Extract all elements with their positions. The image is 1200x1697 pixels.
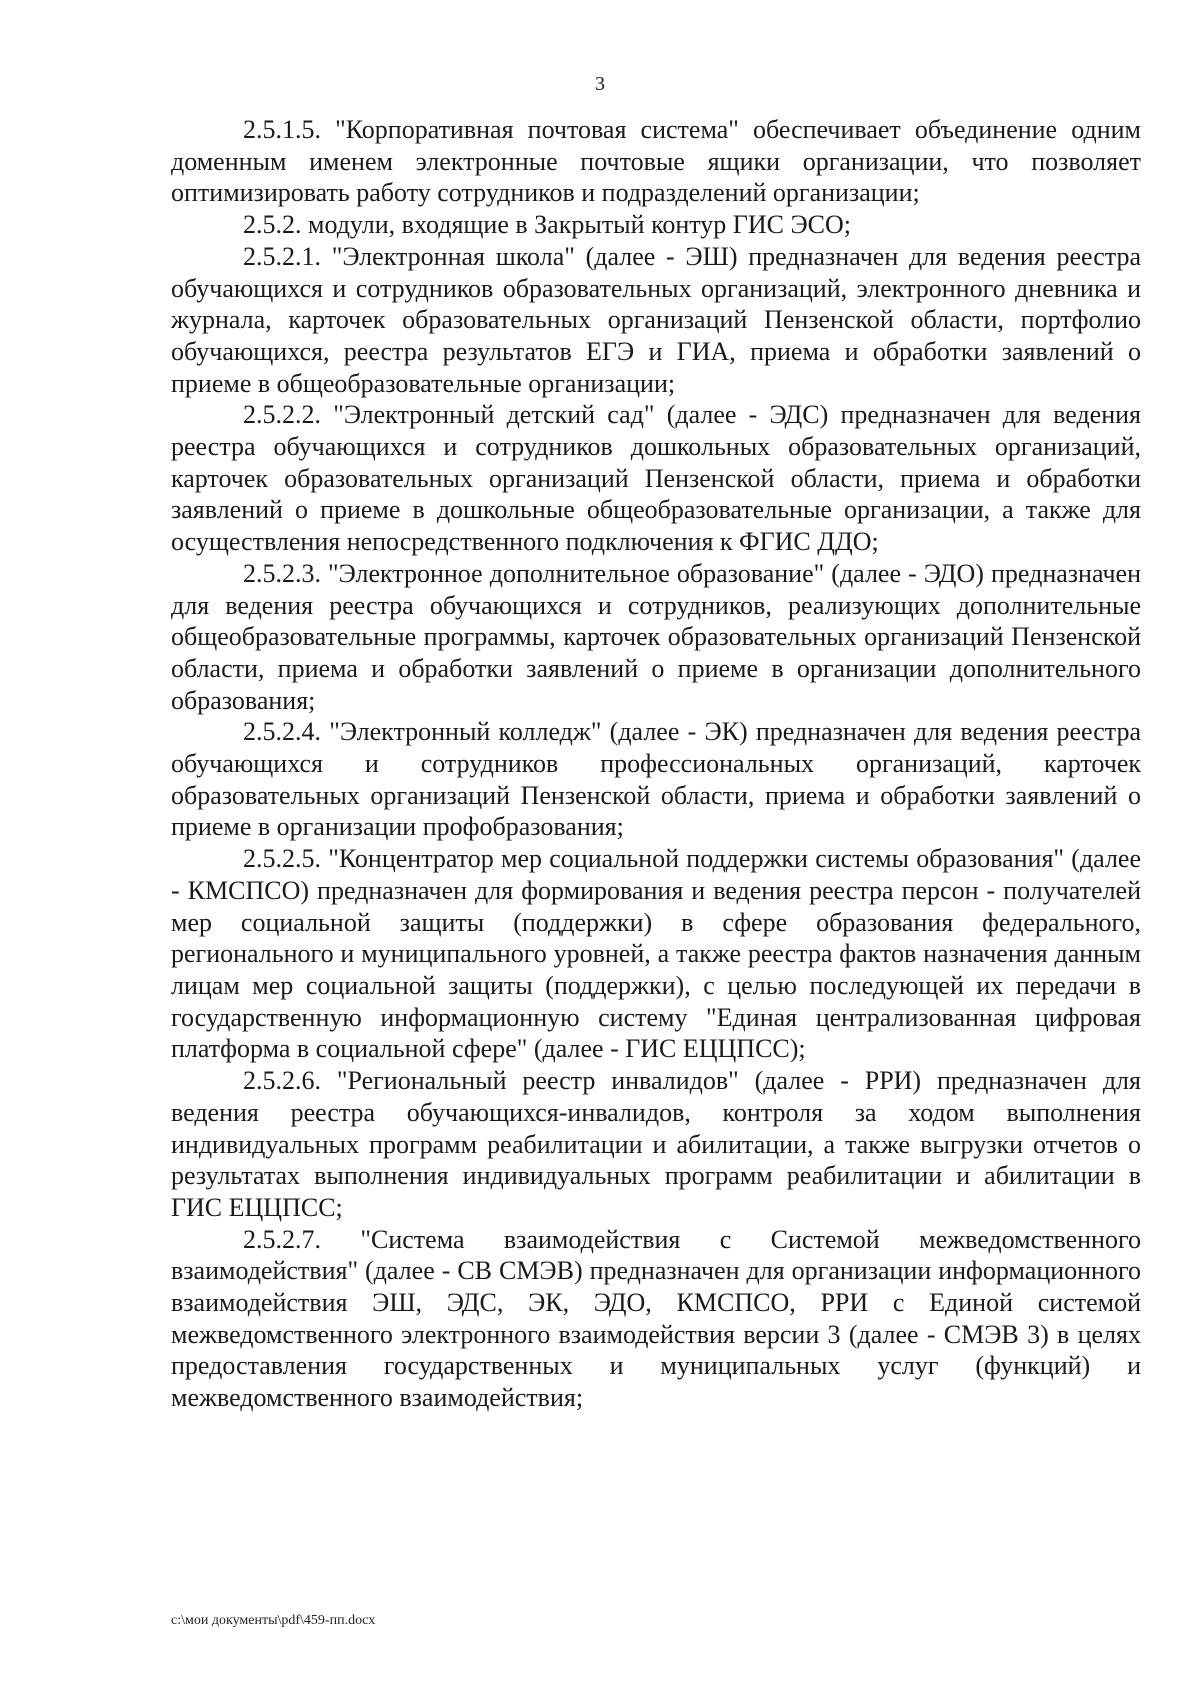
footer-file-path: c:\мои документы\pdf\459-пп.docx xyxy=(171,1613,376,1628)
paragraph-2-5-2-2: 2.5.2.2. "Электронный детский сад" (далее - ЭДС) предназначен для ведения реестра обучающихся и сотрудников дошкольных образовательных организаций, карточек образовательных организаций Пензенской области, приема и обработки заявлений о приеме в дошкольные общеобразовательные организации, а также для осуществления непосредственного подключения к ФГИС ДДО; xyxy=(171,400,1141,557)
paragraph-2-5-2-6: 2.5.2.6. "Региональный реестр инвалидов" (далее - РРИ) предназначен для ведения реестра обучающихся-инвалидов, контроля за ходом выполнения индивидуальных программ реабилитации и абилитации, а также выгрузки отчетов о результатах выполнения индивидуальных программ реабилитации и абилитации в ГИС ЕЦЦПСС; xyxy=(171,1066,1141,1222)
paragraph-2-5-2: 2.5.2. модули, входящие в Закрытый контур ГИС ЭСО; xyxy=(243,210,851,240)
paragraph-2-5-2-5: 2.5.2.5. "Концентратор мер социальной поддержки системы образования" (далее - КМСПСО) предназначен для формирования и ведения реестра персон - получателей мер социальной защиты (поддержки) в сфере образования федерального, регионального и муниципального уровней, а также реестра фактов назначения данным лицам мер социальной защиты (поддержки), с целью последующей их передачи в государственную информационную систему "Единая централизованная цифровая платформа в социальной сфере" (далее - ГИС ЕЦЦПСС); xyxy=(171,844,1141,1064)
document-body xyxy=(171,114,1141,1414)
paragraph-2-5-2-1: 2.5.2.1. "Электронная школа" (далее - ЭШ) предназначен для ведения реестра обучающихся и сотрудников образовательных организаций, электронного дневника и журнала, карточек образовательных организаций Пензенской области, портфолио обучающихся, реестра результатов ЕГЭ и ГИА, приема и обработки заявлений о приеме в общеобразовательные организации; xyxy=(171,241,1141,398)
paragraph-2-5-1-5: 2.5.1.5. "Корпоративная почтовая система" обеспечивает объединение одним доменным именем электронные почтовые ящики организации, что позволяет оптимизировать работу сотрудников и подразделений организации; xyxy=(171,115,1141,208)
page-number: 3 xyxy=(595,73,605,95)
paragraph-2-5-2-7: 2.5.2.7. "Система взаимодействия с Системой межведомственного взаимодействия" (далее - СВ СМЭВ) предназначен для организации информационного взаимодействия ЭШ, ЭДС, ЭК, ЭДО, КМСПСО, РРИ с Единой системой межведомственного электронного взаимодействия версии 3 (далее - СМЭВ 3) в целях предоставления государственных и муниципальных услуг (функций) и межведомственного взаимодействия; xyxy=(171,1224,1141,1413)
paragraph-2-5-2-4: 2.5.2.4. "Электронный колледж" (далее - ЭК) предназначен для ведения реестра обучающихся и сотрудников профессиональных организаций, карточек образовательных организаций Пензенской области, приема и обработки заявлений о приеме в организации профобразования; xyxy=(171,717,1141,842)
paragraph-2-5-2-3: 2.5.2.3. "Электронное дополнительное образование" (далее - ЭДО) предназначен для ведения реестра обучающихся и сотрудников, реализующих дополнительные общеобразовательные программы, карточек образовательных организаций Пензенской области, приема и обработки заявлений о приеме в организации дополнительного образования; xyxy=(171,558,1141,715)
